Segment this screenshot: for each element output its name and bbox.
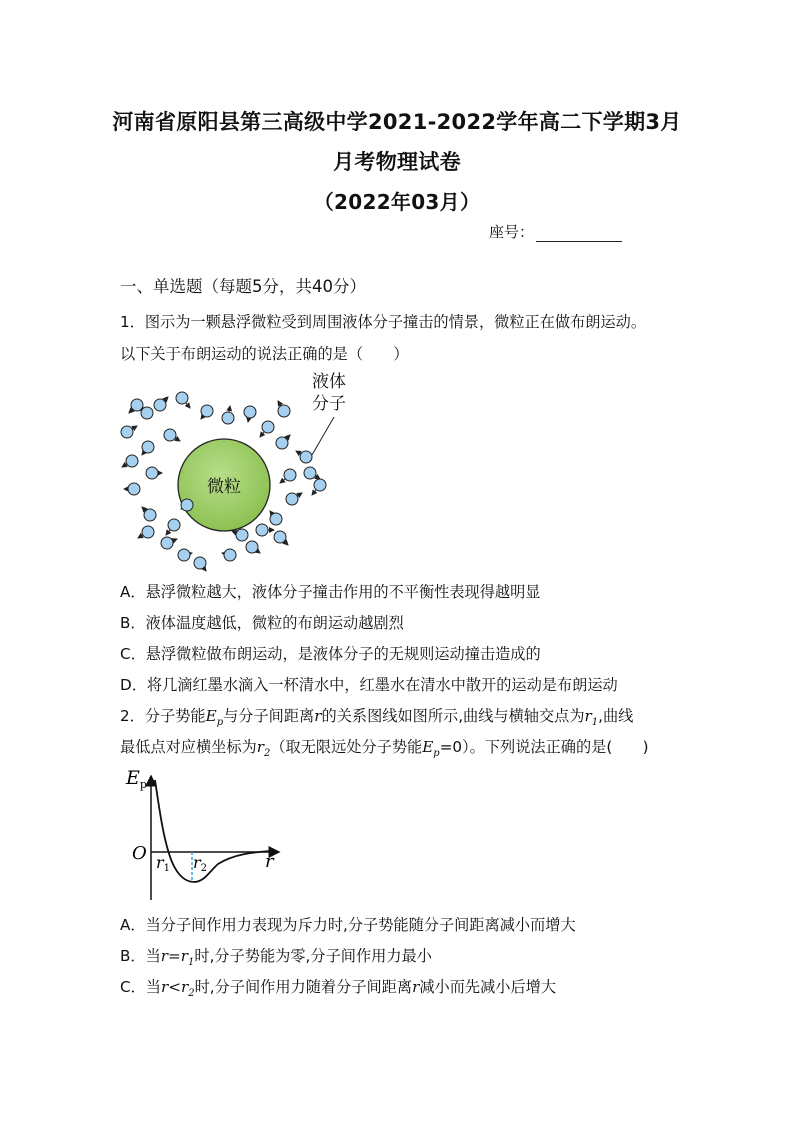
- origin-label: O: [132, 843, 147, 864]
- exam-title-line1: 河南省原阳县第三高级中学2021-2022学年高二下学期3月: [112, 110, 682, 134]
- molecule-label-line1: 液体: [312, 372, 346, 392]
- potential-curve: [155, 780, 272, 882]
- q2-stem-line2: [120, 736, 649, 759]
- liquid-molecule: [128, 483, 140, 495]
- liquid-molecule: [222, 412, 234, 424]
- q2-text: （取无限远处分子势能: [270, 738, 423, 756]
- liquid-molecule: [141, 407, 153, 419]
- exam-title-line2: 月考物理试卷: [333, 150, 461, 174]
- q2-text: 的关系图线如图所示,曲线与横轴交点为: [321, 707, 585, 725]
- q2-option-b: B．当$r=r_1$时,分子势能为零,分子间作用力最小: [120, 947, 432, 969]
- liquid-molecule: [284, 469, 296, 481]
- liquid-molecule: [161, 537, 173, 549]
- liquid-molecule: [142, 441, 154, 453]
- liquid-molecule: [154, 399, 166, 411]
- y-axis-label: $E_p$: [126, 767, 147, 791]
- q1-option-a: A．悬浮微粒越大，液体分子撞击作用的不平衡性表现得越明显: [120, 583, 541, 601]
- particle-label: 微粒: [207, 477, 241, 497]
- potential-energy-graph: [122, 764, 282, 904]
- r1-symbol: $r_1$: [584, 707, 599, 729]
- liquid-molecule: [236, 529, 248, 541]
- brownian-motion-figure: [112, 365, 372, 575]
- q1-option-b: B．液体温度越低，微粒的布朗运动越剧烈: [120, 614, 404, 632]
- liquid-molecule: [164, 429, 176, 441]
- r-symbol: r: [314, 707, 322, 725]
- liquid-molecule: [274, 531, 286, 543]
- liquid-molecule: [314, 479, 326, 491]
- seat-blank: [536, 224, 622, 242]
- q2-text: 与分子间距离: [223, 707, 315, 725]
- x-axis-label: r: [265, 851, 274, 872]
- r1-label: r1: [156, 853, 171, 874]
- liquid-molecule: [144, 509, 156, 521]
- q2-text: 最低点对应横坐标为: [120, 738, 257, 756]
- r2-symbol: $r_2$: [256, 738, 271, 760]
- liquid-molecule: [246, 541, 258, 553]
- liquid-molecule: [176, 392, 188, 404]
- liquid-molecule: [244, 406, 256, 418]
- q2-stem-line1: [120, 705, 633, 728]
- molecule-label-line2: 分子: [312, 394, 346, 414]
- molecule-pointer: [312, 417, 334, 455]
- liquid-molecule: [304, 467, 316, 479]
- q2-option-c: C．当$r<r_2$时,分子间作用力随着分子间距离r减小而先减小后增大: [120, 978, 557, 1000]
- liquid-molecule: [256, 524, 268, 536]
- liquid-molecule: [276, 437, 288, 449]
- ep-symbol: $E_p$: [422, 738, 440, 760]
- liquid-molecule: [178, 549, 190, 561]
- liquid-molecule: [194, 557, 206, 569]
- q1-option-d: D．将几滴红墨水滴入一杯清水中，红墨水在清水中散开的运动是布朗运动: [120, 676, 618, 694]
- q2-text: 2．分子势能: [120, 707, 206, 725]
- q2-option-a: A．当分子间作用力表现为斥力时,分子势能随分子间距离减小而增大: [120, 916, 576, 934]
- liquid-molecule: [126, 455, 138, 467]
- exam-date: （2022年03月）: [313, 190, 481, 214]
- liquid-molecule: [142, 526, 154, 538]
- q2-text: ,曲线: [598, 707, 634, 725]
- liquid-molecule: [224, 549, 236, 561]
- liquid-molecule: [131, 399, 143, 411]
- liquid-molecule: [146, 467, 158, 479]
- liquid-molecule: [262, 421, 274, 433]
- r2-label: r2: [193, 853, 208, 874]
- liquid-molecule: [168, 519, 180, 531]
- q2-text: =0）。下列说法正确的是( ): [439, 738, 649, 756]
- liquid-molecule: [300, 451, 312, 463]
- q1-stem-line1: 1．图示为一颗悬浮微粒受到周围液体分子撞击的情景，微粒正在做布朗运动。: [120, 313, 647, 331]
- q1-option-c: C．悬浮微粒做布朗运动，是液体分子的无规则运动撞击造成的: [120, 645, 541, 663]
- liquid-molecule: [270, 513, 282, 525]
- q1-stem-line2: 以下关于布朗运动的说法正确的是（ ）: [120, 345, 409, 363]
- liquid-molecule: [121, 426, 133, 438]
- section-title: 一、单选题（每题5分，共40分）: [120, 277, 366, 296]
- liquid-molecule: [181, 499, 193, 511]
- liquid-molecule: [278, 405, 290, 417]
- seat-label: 座号：: [489, 223, 535, 241]
- liquid-molecule: [286, 493, 298, 505]
- liquid-molecule: [201, 405, 213, 417]
- ep-symbol: $E_p$: [205, 707, 224, 729]
- seat-number-field: [489, 221, 622, 242]
